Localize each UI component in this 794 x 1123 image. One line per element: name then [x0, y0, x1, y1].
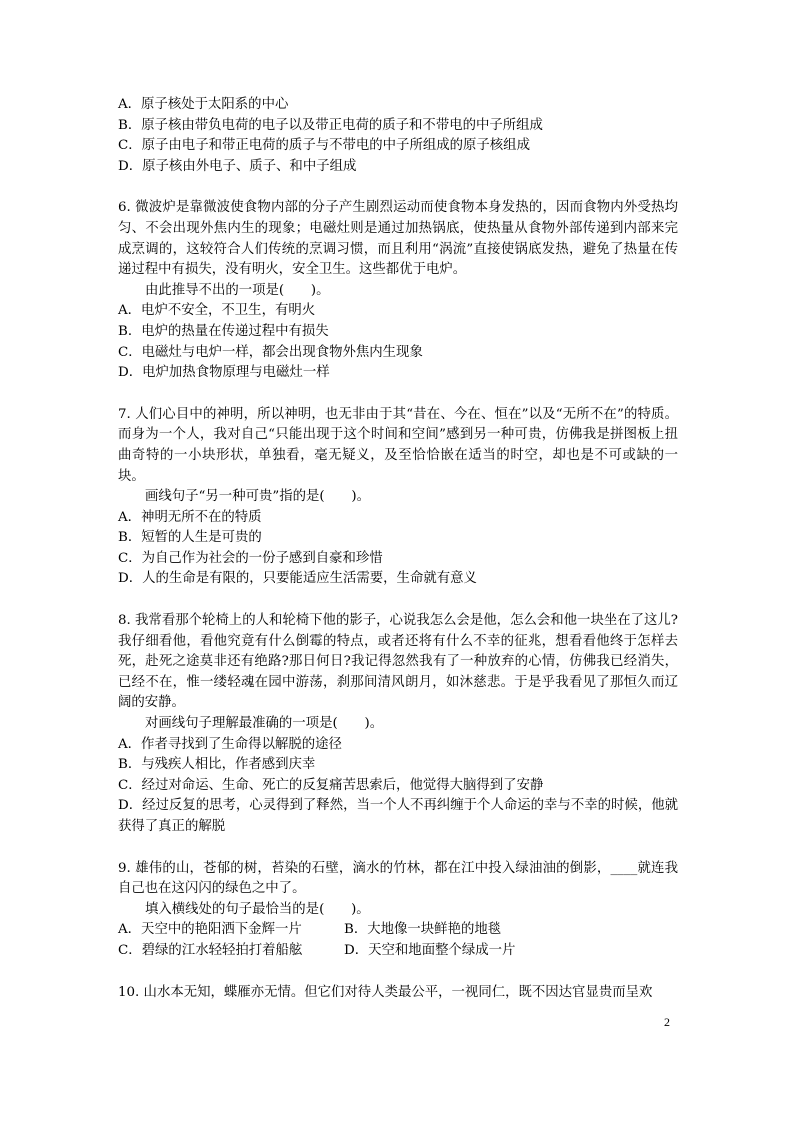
option-b: B．与残疾人相比，作者感到庆幸 — [118, 757, 316, 773]
option-a: A．神明无所不在的特质 — [118, 509, 262, 525]
question-prompt: 由此推导不出的一项是( )。 — [145, 282, 330, 298]
q5-options — [118, 95, 678, 177]
option-a: A．作者寻找到了生命得以解脱的途径 — [118, 736, 342, 752]
option-a: A．电炉不安全，不卫生，有明火 — [118, 303, 316, 319]
option-d: D．原子核由外电子、质子、和中子组成 — [118, 158, 357, 174]
option-b: B．电炉的热量在传递过程中有损失 — [118, 323, 329, 339]
option-d: D．经过反复的思考，心灵得到了释然，当一个人不再纠缠于个人命运的幸与不幸的时候，他就获得了真正的解脱 — [118, 798, 678, 834]
page-number: 2 — [664, 1015, 670, 1029]
question-10 — [118, 983, 678, 1004]
question-passage: 7. 人们心目中的神明，所以神明，也无非由于其“昔在、今在、恒在”以及“无所不在”的特质。而身为一个人，我对自己“只能出现于这个时间和空间”感到另一种可贵，仿佛我是拼图板上扭曲奇特的一小块形状，单独看，毫无疑义，及至恰恰嵌在适当的时空，却也是不可或缺的一块。 — [118, 406, 678, 484]
question-9 — [118, 859, 678, 962]
question-prompt: 对画线句子理解最准确的一项是( )。 — [145, 716, 384, 732]
question-passage: 9. 雄伟的山，苍郁的树，苔染的石壁，滴水的竹林，都在江中投入绿油油的倒影，____就连我自己也在这闪闪的绿色之中了。 — [118, 860, 678, 897]
option-c: C．电磁灶与电炉一样，都会出现食物外焦内生现象 — [118, 344, 423, 360]
option-d: D．天空和地面整个绿成一片 — [344, 942, 516, 958]
question-7 — [118, 405, 678, 590]
question-passage: 6. 微波炉是靠微波使食物内部的分子产生剧烈运动而使食物本身发热的，因而食物内外受热均匀、不会出现外焦内生的现象；电磁灶则是通过加热锅底，使热量从食物外部传递到内部来完成烹调的，这较符合人们传统的烹调习惯，而且利用“涡流”直接使锅底发热，避免了热量在传递过程中有损失，没有明火，安全卫生。这些都优于电炉。 — [118, 200, 678, 278]
option-c: C．为自己作为社会的一份子感到自豪和珍惜 — [118, 550, 383, 566]
option-c: C．碧绿的江水轻轻拍打着船舷 — [118, 942, 303, 958]
document-page — [118, 95, 678, 1003]
question-6 — [118, 198, 678, 383]
option-b: B．短暂的人生是可贵的 — [118, 530, 262, 546]
option-a: A．原子核处于太阳系的中心 — [118, 97, 289, 112]
option-a: A．天空中的艳阳洒下金辉一片 — [118, 922, 302, 938]
option-c: C．经过对命运、生命、死亡的反复痛苦思索后，他觉得大脑得到了安静 — [118, 777, 544, 793]
question-passage: 10. 山水本无知，蝶雁亦无情。但它们对待人类最公平，一视同仁，既不因达官显贵而呈欢 — [118, 984, 653, 1000]
question-prompt: 填入横线处的句子最恰当的是( )。 — [145, 901, 370, 917]
option-d: D．电炉加热食物原理与电磁灶一样 — [118, 365, 330, 381]
option-c: C．原子由电子和带正电荷的质子与不带电的中子所组成的原子核组成 — [118, 138, 530, 154]
question-passage: 8. 我常看那个轮椅上的人和轮椅下他的影子，心说我怎么会是他，怎么会和他一块坐在了这儿?我仔细看他，看他究竟有什么倒霉的特点，或者还将有什么不幸的征兆，想看看他终于怎样去死，赴死之途莫非还有绝路?那日何日?我记得忽然我有了一种放弃的心情，仿佛我已经消失，已经不在，惟一缕轻魂在园中游荡，刹那间清风朗月，如沐慈悲。于是乎我看见了那恒久而辽阔的安静。 — [118, 613, 678, 711]
option-d: D．人的生命是有限的，只要能适应生活需要，生命就有意义 — [118, 571, 477, 587]
question-8 — [118, 611, 678, 838]
options-row — [118, 920, 678, 941]
option-b: B．原子核由带负电荷的电子以及带正电荷的质子和不带电的中子所组成 — [118, 117, 543, 133]
option-b: B．大地像一块鲜艳的地毯 — [344, 922, 502, 938]
question-prompt: 画线句子“另一种可贵”指的是( )。 — [145, 489, 370, 505]
options-row — [118, 941, 678, 962]
